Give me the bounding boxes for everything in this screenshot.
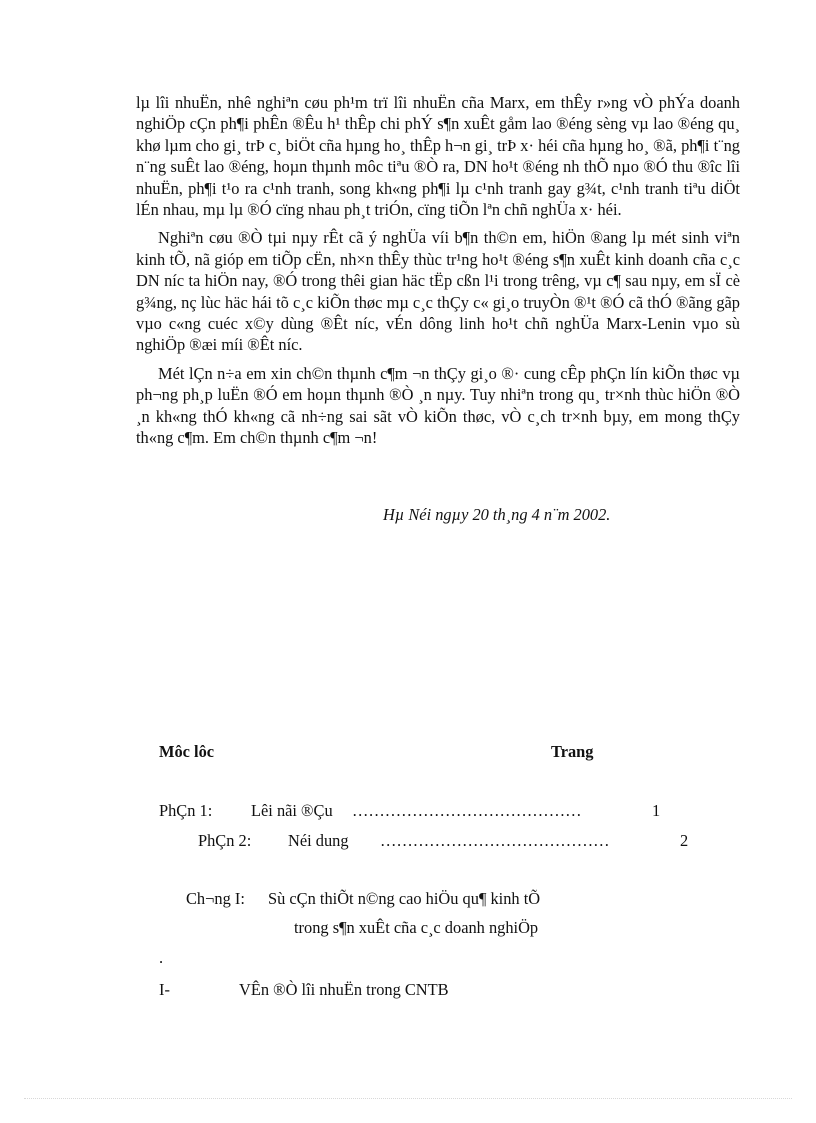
toc-entry-label: PhÇn 1: [159, 801, 213, 820]
toc-entry-title: Néi dung [288, 831, 349, 850]
toc-entry-page: 1 [652, 801, 661, 820]
toc-entry-label: PhÇn 2: [198, 831, 252, 850]
toc-entry-dots: …………………………………… [380, 831, 610, 850]
paragraph-thanks: Mét lÇn n÷a em xin ch©n thµnh c¶m ¬n thÇy gi¸o ®· cung cÊp phÇn lín kiÕn thøc vµ ph¬ng ph¸p luËn ®Ó em hoµn thµnh ®Ò ¸n nµy. Tuy nhiªn trong qu¸ tr×nh thùc hiÖn ®Ò ¸n kh«ng thÓ kh«ng cã nh÷ng sai sãt vÒ kiÕn thøc, vÒ c¸ch tr×nh bµy, em mong thÇy th«ng c¶m. Em ch©n thµnh c¶m ¬n! [136, 363, 740, 448]
toc-page-heading: Trang [551, 742, 594, 761]
chapter-title-line2: trong s¶n xuÊt cña c¸c doanh nghiÖp [294, 918, 539, 937]
paragraph-significance: Nghiªn cøu ®Ò tµi nµy rÊt cã ý nghÜa víi b¶n th©n em, hiÖn ®ang lµ mét sinh viªn kinh tÕ, nã gióp em tiÕp cËn, nh×n thÊy thùc tr¹ng ho¹t ®éng s¶n xuÊt kinh doanh cña c¸c DN níc ta hiÖn nay, ®Ó trong thêi gian häc tËp cßn l¹i trong trêng, vµ c¶ sau nµy, em sÏ cè g¾ng, nç lùc häc hái tõ c¸c kiÕn thøc mµ c¸c thÇy c« gi¸o truyÒn ®¹t ®Ó cã thÓ ®ãng gãp vµo c«ng cuéc x©y dùng ®Êt níc, vÉn dông linh ho¹t chñ nghÜa Marx-Lenin vµo sù nghiÖp ®æi míi ®Êt níc. [136, 228, 740, 355]
toc-entry-dots: …………………………………… [352, 801, 582, 820]
page-bottom-divider [24, 1098, 792, 1099]
paragraph-profit: lµ lîi nhuËn, nhê nghiªn cøu ph¹m trï lîi nhuËn cña Marx, em thÊy r»ng vÒ phÝa doanh nghiÖp cÇn ph¶i phÊn ®Êu h¹ thÊp chi phÝ s¶n xuÊt gåm lao ®éng sèng vµ lao ®éng qu¸ khø lµm cho gi¸ trÞ c¸ biÖt cña hµng ho¸ thÊp h¬n gi¸ trÞ x· héi cña hµng ho¸ ®ã, ph¶i t¨ng n¨ng suÊt lao ®éng, hoµn thµnh môc tiªu ®Ò ra, DN ho¹t ®éng nh thÕ nµo ®Ó thu ®îc lîi nhuËn, ph¶i t¹o ra c¹nh tranh, song kh«ng ph¶i lµ c¹nh tranh gay g¾t, c¹nh tranh tiªu diÖt lÉn nhau, mµ lµ ®Ó cïng nhau ph¸t triÓn, cïng tiÕn lªn chñ nghÜa x· héi. [136, 93, 740, 220]
toc-entry-page: 2 [680, 831, 689, 850]
chapter-title-line1: Sù cÇn thiÕt n©ng cao hiÖu qu¶ kinh tÕ [268, 889, 541, 908]
toc-entry-title: Lêi nãi ®Çu [251, 801, 333, 820]
stray-mark: . [159, 948, 164, 967]
toc-heading: Môc lôc [159, 742, 215, 761]
body-text [136, 92, 740, 456]
chapter-label: Ch¬ng I: [186, 889, 245, 908]
section-title: VÊn ®Ò lîi nhuËn trong CNTB [239, 980, 449, 999]
section-label: I- [159, 980, 170, 999]
date-line: Hµ Néi ngµy 20 th¸ng 4 n¨m 2002. [383, 505, 611, 524]
